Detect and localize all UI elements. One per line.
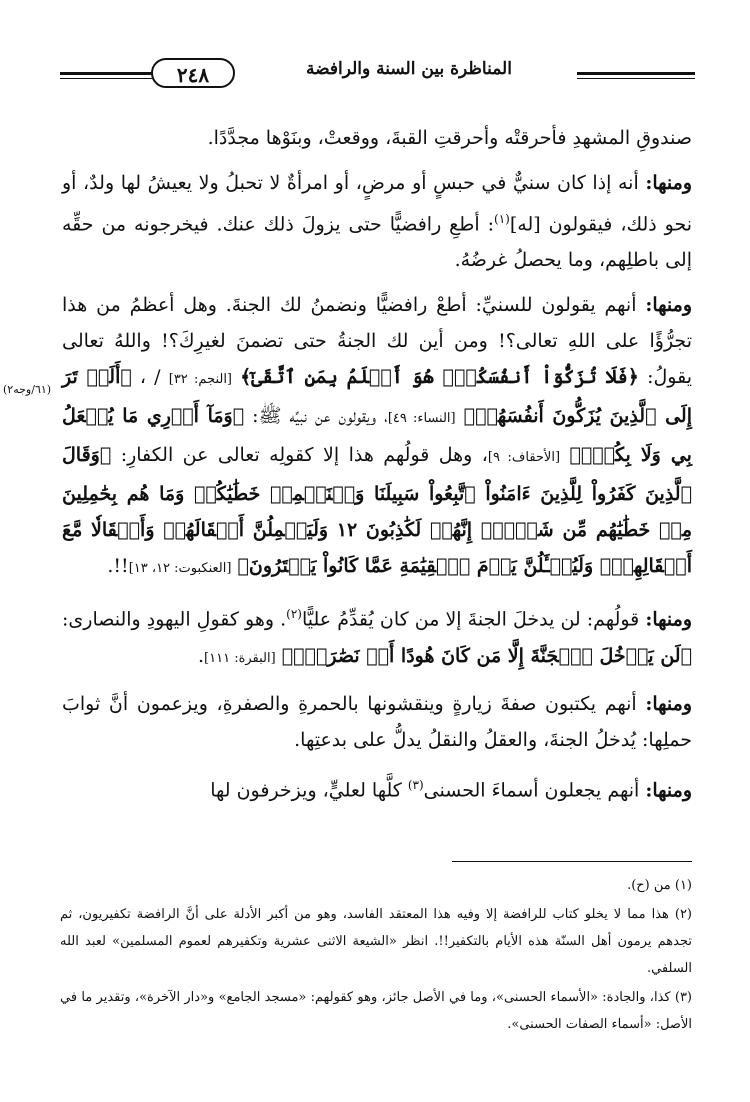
paragraph [62,596,692,676]
page-number: ٢٤٨ [151,58,235,88]
paragraph-text: : أطعِ رافضيًّا حتى يزولَ ذلك عنك. فيخرجونه من حقِّه إلى باطلِهم، وما يحصلُ غرضُهُ. [62,213,692,272]
quran-quote: ﴿وَقَالَ ٱلَّذِينَ كَفَرُواْ لِلَّذِينَ ءَامَنُواْ ٱتَّبِعُواْ سَبِيلَنَا وَلۡنَحۡمِلۡ خَطَٰيَٰكُمۡ وَمَا هُم بِحَٰمِلِينَ مِنۡ خَطَٰيَٰهُم مِّن شَيۡءٍۖ إِنَّهُمۡ لَكَٰذِبُونَ ١٢ وَلَيَحۡمِلُنَّ أَثۡقَالَهُمۡ وَأَثۡقَالٗا مَّعَ أَثۡقَالِهِمۡۖ وَلَيُسۡـَٔلُنَّ يَوۡمَ ٱلۡقِيَٰمَةِ عَمَّا كَانُواْ يَفۡتَرُونَ﴾ [62,444,692,578]
body-text [62,120,692,817]
paragraph-text: قولُهم: لن يدخلَ الجنةَ إلا من كان يُقدِّمُ عليًّا [301,608,640,631]
paragraph-text: كلَّها لعليٍّ، ويزخرفون لها [210,778,408,801]
paragraph-lead: ومنها: [645,608,692,631]
quran-quote: ﴿أَلَمۡ تَرَ إِلَى ٱلَّذِينَ يُزَكُّونَ أَنفُسَهُمۚ﴾ [62,366,692,428]
paragraph [62,767,692,808]
verse-citation: [النساء: ٤٩] [387,411,456,427]
header-rule [60,72,152,75]
verse-citation: [النجم: ٣٢] [168,372,233,388]
header-rule [577,78,695,79]
paragraph [62,165,692,278]
verse-citation: [العنكبوت: ١٢، ١٣] [128,561,232,577]
margin-note: (٦١/وجه٢) [3,383,52,396]
paragraph-lead: ومنها: [645,778,692,801]
paragraph-lead: ومنها: [645,172,692,194]
footnote: (٢) هذا مما لا يخلو كتاب للرافضة إلا وفيه هذا المعتقد الفاسد، وهو من أكبر الأدلة على أنَّ الرافضة تكفيريون، ثم تجدهم يرمون أهل السنّة هذه الأيام بالتكفير!!. انظر «الشيعة الاثنى عشرية وتكفيرهم لعموم المسلمين» لعبد الله السلفي. [60,907,692,976]
header-rule [577,72,695,75]
paragraph [62,287,692,587]
paragraph-lead: ومنها: [645,294,692,317]
paragraph-text: أنهم يقولون للسنيِّ: أطعْ رافضيًّا ونضمنُ لك الجنةَ. وهل أعظمُ من هذا تجرُّؤًا على اللهِ تعالى؟! ومن أين لك الجنةُ حتى تضمنَ لغيرِكَ؟! واللهُ تعالى يقولُ: [62,294,692,389]
paragraph-text: !!. [107,555,129,578]
footnote-separator [452,861,692,862]
paragraph-text: . [197,644,205,667]
footnote: (١) من (ح). [627,878,692,893]
footnote-ref: (١) [494,212,510,226]
footnote-ref: (٣) [407,777,424,792]
paragraph-text: ، ويقولون عن نبيِّه ﷺ: [252,405,388,428]
running-title: المناظرة بين السنة والرافضة [306,59,512,79]
quran-quote: ﴿لَن يَدۡخُلَ ٱلۡجَنَّةَ إِلَّا مَن كَانَ هُودًا أَوۡ نَصَٰرَىٰۗ﴾ [281,644,692,667]
paragraph-text: . وهو كقولِ اليهودِ والنصارى: [62,608,287,631]
paragraph-text: ، وهل قولُهم هذا إلا كقولِه تعالى عن الكفارِ: [120,444,488,467]
paragraph-text: / ، [139,366,161,389]
running-header [60,56,695,96]
paragraph [62,686,692,758]
verse-citation: [البقرة: ١١١] [204,650,276,666]
footnote: (٣) كذا، والجادة: «الأسماء الحسنى»، وما في الأصل جائز، وهو كقولهم: «مسجد الجامع» و«دار الآخرة»، وتقدير ما في الأصل: «أسماء الصفات الحسنى». [60,990,692,1032]
paragraph-text: أنه إذا كان سنيٌّ في حبسٍ أو مرضٍ، أو امرأةٌ لا تحبلُ ولا يعيشُ لها ولدٌ، أو نحو ذلك، فيقولون [له] [62,172,693,236]
paragraph-text: أنهم يكتبون صفةَ زيارةٍ وينقشونها بالحمرةِ والصفرةِ، ويزعمون أنَّ ثوابَ حملِها: يُدخلُ الجنةَ، والعقلُ والنقلُ يدلُّ على بدعتِها. [62,692,692,751]
paragraph-text: صندوقِ المشهدِ فأحرقتْه وأحرقتِ القبةَ، ووقعتْ، وبنَوْها مجدَّدًا. [207,127,692,149]
paragraph-text: أنهم يجعلون أسماءَ الحسنى [423,778,640,801]
quran-quote: ﴿وَمَآ أَدۡرِي مَا يُفۡعَلُ بِي وَلَا بِكُمۡۖ﴾ [62,405,692,467]
footnotes [60,872,692,1040]
quran-quote: ﴿فَلَا تُزَكُّوٓاْ أَنفُسَكُمۡۖ هُوَ أَعۡلَمُ بِمَنِ ٱتَّقَىٰٓ﴾ [240,366,639,389]
paragraph-lead: ومنها: [645,692,692,715]
header-rule [60,78,152,79]
verse-citation: [الأحقاف: ٩] [487,450,561,466]
paragraph [62,120,692,156]
footnote-ref: (٢) [286,607,302,622]
